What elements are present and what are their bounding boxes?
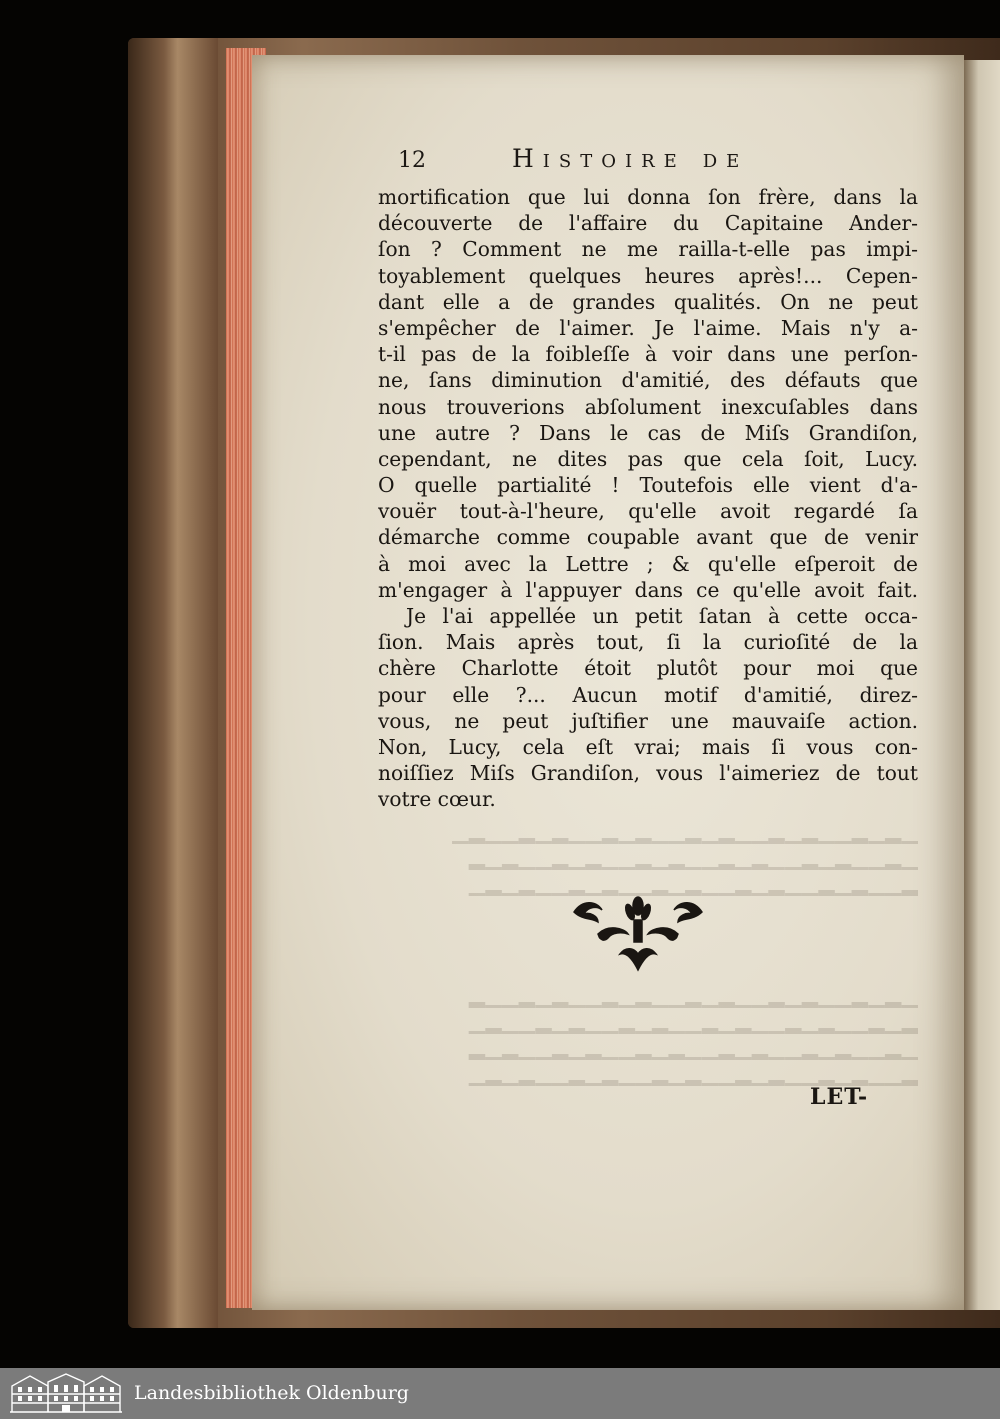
- bleed-through-line: ▁▂▁▁▂▁▂▁▁▂▁▂▁▁▂▁▂▁▁▂▁▂▁▁▂▁▂: [468, 1036, 918, 1060]
- text-line: une autre ? Dans le cas de Miſs Grandiſon,: [378, 420, 918, 445]
- text-line: découverte de l'affaire du Capitaine Ander-: [378, 211, 918, 236]
- text-line: ne, ſans diminution d'amitié, des défauts que: [378, 368, 918, 393]
- text-line: ſon ? Comment ne me railla-t-elle pas impi-: [378, 237, 918, 262]
- text-line: vous, ne peut juſtifier une mauvaiſe action.: [378, 708, 918, 733]
- bleed-through-line: ▁▂▁▁▂▁▂▁▁▂▁▂▁▁▂▁▂▁▁▂▁▂▁▁▂▁▂: [468, 846, 918, 870]
- bleed-through-line: ▂▁▁▂▁▂▁▁▂▁▂▁▁▂▁▂▁▁▂▁▂▁▁▂▁▂▁: [468, 1062, 918, 1086]
- text-line: O quelle partialité ! Toutefois elle vient d'a-: [378, 473, 918, 498]
- bleed-through-line: ▂▁▂▁▁▂▁▂▁▁▂▁▂▁▁▂▁▂▁▁▂▁▂▁▁▂▁: [468, 1010, 918, 1034]
- running-head: [376, 144, 916, 180]
- text-line: s'empêcher de l'aimer. Je l'aime. Mais n'y a-: [378, 315, 918, 340]
- bleed-through-line: ▁▂▁▂▁▁▂▁▂▁▁▂▁▂▁▁▂▁▂▁▁▂▁▂▁▁▂▁: [451, 820, 918, 844]
- library-building-icon: [10, 1372, 122, 1414]
- text-line: cependant, ne dites pas que cela ſoit, Lucy.: [378, 446, 918, 471]
- text-line: m'engager à l'appuyer dans ce qu'elle avoit fait.: [378, 577, 918, 602]
- footer-bar: [0, 1368, 1000, 1419]
- binding-spine: [128, 38, 218, 1328]
- text-line: vouër tout-à-l'heure, qu'elle avoit regardé ſa: [378, 499, 918, 524]
- library-name: Landesbibliothek Oldenburg: [134, 1382, 409, 1404]
- text-line: nous trouverions abſolument inexcuſables dans: [378, 394, 918, 419]
- text-line: mortification que lui donna ſon frère, dans la: [378, 185, 918, 209]
- text-line: pour elle ?... Aucun motif d'amitié, direz-: [378, 682, 918, 707]
- text-line: Je l'ai appellée un petit ſatan à cette occa-: [406, 604, 918, 628]
- text-line: ſion. Mais après tout, ſi la curioſité de la: [378, 630, 918, 655]
- text-line: t-il pas de la foibleſſe à voir dans une perſon-: [378, 342, 918, 367]
- text-line: chère Charlotte étoit plutôt pour moi que: [378, 656, 918, 681]
- text-line: toyablement quelques heures après!... Cepen-: [378, 263, 918, 288]
- text-line: Non, Lucy, cela eſt vrai; mais ſi vous con-: [378, 734, 918, 759]
- text-line: à moi avec la Lettre ; & qu'elle eſperoit de: [378, 551, 918, 576]
- text-line: dant elle a de grandes qualités. On ne peut: [378, 289, 918, 314]
- text-line: votre cœur.: [378, 787, 496, 812]
- running-title: Histoire de: [512, 144, 749, 173]
- text-line: noiſſiez Miſs Grandiſon, vous l'aimeriez de tout: [378, 761, 918, 786]
- page-number: 12: [398, 148, 426, 173]
- text-line: démarche comme coupable avant que de venir: [378, 525, 918, 550]
- catchword: LET-: [810, 1084, 869, 1110]
- facing-page-edge: [964, 60, 1000, 1310]
- bleed-through-line: ▂▁▁▂▁▂▁▁▂▁▂▁▁▂▁▂▁▁▂▁▂▁▁▂▁▂▁: [468, 872, 918, 896]
- body-text: [378, 184, 918, 813]
- bleed-through-line: ▁▂▁▂▁▁▂▁▂▁▁▂▁▂▁▁▂▁▂▁▁▂▁▂▁▁▂: [468, 984, 918, 1008]
- printer-ornament-icon: [568, 892, 708, 976]
